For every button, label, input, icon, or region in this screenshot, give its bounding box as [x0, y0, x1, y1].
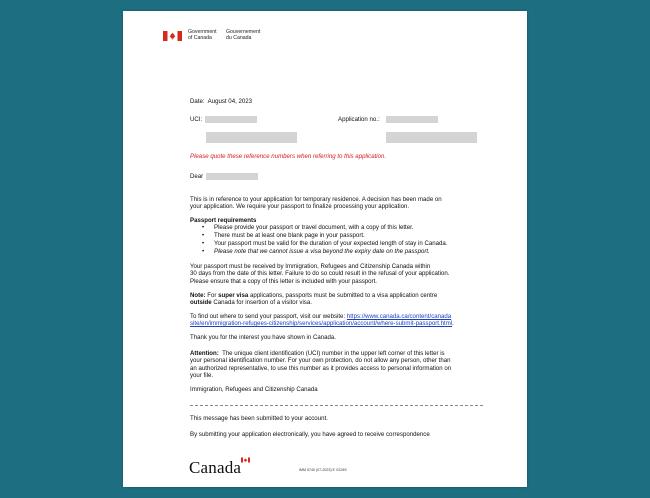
intro-line: your application. We require your passport to finalize processing your application.	[190, 203, 410, 211]
letter-page	[123, 11, 527, 487]
send-paragraph: To find out where to send your passport, visit our website: https://www.canada.ca/content/canada site/en/immigration-refugees-citizenship/services/application/account/where-submit-passport.html.	[190, 313, 454, 328]
reference-note: Please quote these reference numbers when referring to this application.	[190, 153, 387, 160]
gov-fr-line1: Gouvernement	[226, 29, 261, 35]
uci-detail-redaction	[206, 132, 297, 143]
intro-line: This is in reference to your application for temporary residence. A decision has been made on	[190, 196, 442, 203]
canada-wordmark: Canada	[189, 458, 242, 477]
date-label: Date:	[190, 98, 205, 105]
wordmark-flag-icon	[241, 457, 250, 463]
gov-en-line2: of Canada	[188, 34, 212, 41]
bullet-item: • Please provide your passport or travel document, with a copy of this letter.	[214, 224, 414, 231]
note-label: Note:	[190, 292, 206, 299]
date-line	[190, 98, 252, 105]
passport-submission-link-continued[interactable]: site/en/immigration-refugees-citizenship/services/application/account/where-submit-passport.html	[190, 320, 453, 328]
uci-redaction	[205, 116, 257, 123]
name-redaction	[206, 173, 258, 180]
gov-en-line1: Government	[188, 29, 217, 35]
salutation: Dear	[190, 173, 204, 180]
receipt-line: 30 days from the date of this letter. Failure to do so could result in the refusal of your application.	[190, 270, 450, 278]
divider	[190, 405, 483, 406]
canada-flag-icon	[163, 31, 182, 41]
receipt-line: Please ensure that a copy of this letter is included with your passport.	[190, 277, 377, 285]
send-text: To find out where to send your passport, visit our website:	[190, 313, 346, 320]
attention-label: Attention:	[190, 350, 219, 357]
gov-name-english	[188, 30, 217, 41]
passport-heading: Passport requirements	[190, 217, 257, 224]
gov-name-french	[226, 30, 260, 41]
receipt-paragraph	[190, 263, 449, 285]
application-number-redaction	[386, 116, 438, 123]
gov-fr-line2: du Canada	[226, 34, 252, 41]
date-value: August 04, 2023	[207, 98, 253, 105]
submitted-notice: This message has been submitted to your account.	[190, 415, 328, 422]
form-code: IMM 5740 (07-2023) E GCMS	[299, 468, 347, 472]
signature: Immigration, Refugees and Citizenship Canada	[190, 386, 318, 393]
attention-paragraph: Attention: The unique client identification (UCI) number in the upper left corner of this letter is your personal identification number. For your own protection, do not allow any person, other than an authorized representative, to use this number as it provides access to personal information on your file.	[190, 350, 452, 380]
agreement-notice: By submitting your application electronically, you have agreed to receive correspondence	[190, 431, 430, 438]
uci-label: UCI:	[190, 116, 203, 123]
application-detail-redaction	[386, 132, 477, 143]
thanks-line: Thank you for the interest you have shown in Canada.	[190, 334, 337, 341]
receipt-line: Your passport must be received by Immigration, Refugees and Citizenship Canada within	[190, 263, 431, 270]
passport-submission-link[interactable]: https://www.canada.ca/content/canada	[346, 313, 452, 320]
application-label: Application no.:	[338, 116, 380, 123]
bullet-item: • Your passport must be valid for the duration of your expected length of stay in Canada.	[214, 240, 448, 247]
bullet-item: • There must be at least one blank page in your passport.	[214, 232, 365, 239]
bullet-item: • Please note that we cannot issue a visa beyond the expiry date on the passport.	[214, 248, 430, 255]
note-paragraph: Note: For super visa applications, passports must be submitted to a visa application centre outside Canada for insertion of a visitor visa.	[190, 292, 438, 307]
intro-paragraph	[190, 196, 442, 211]
